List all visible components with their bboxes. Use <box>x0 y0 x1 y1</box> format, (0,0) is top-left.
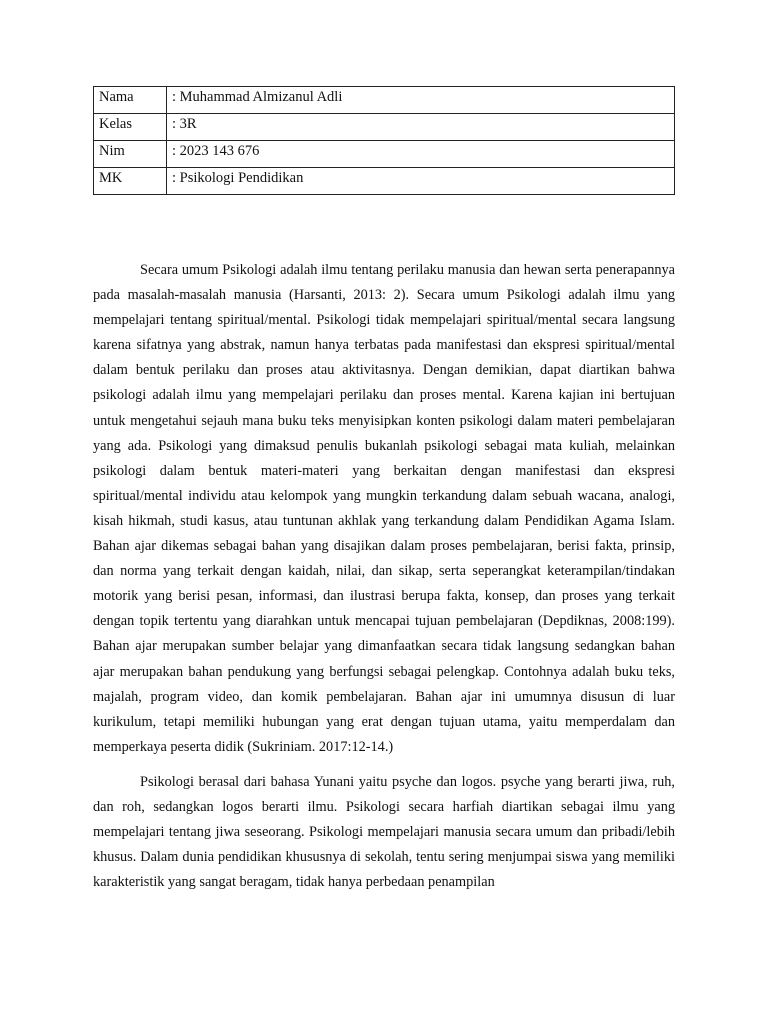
info-label: Nama <box>94 87 167 114</box>
info-label: Nim <box>94 141 167 168</box>
info-label: Kelas <box>94 114 167 141</box>
student-info-table <box>93 86 675 195</box>
document-body <box>93 258 675 905</box>
info-row-course <box>94 168 675 195</box>
paragraph-2: Psikologi berasal dari bahasa Yunani yaitu psyche dan logos. psyche yang berarti jiwa, ruh, dan roh, sedangkan logos berarti ilmu. Psikologi secara harfiah diartikan sebagai ilmu yang mempelajari tentang jiwa seseorang. Psikologi mempelajari manusia secara umum dan pribadi/lebih khusus. Dalam dunia pendidikan khususnya di sekolah, tentu sering menjumpai siswa yang memiliki karakteristik yang sangat beragam, tidak hanya perbedaan penampilan <box>93 773 675 891</box>
info-row-class <box>94 114 675 141</box>
info-row-nim <box>94 141 675 168</box>
info-value: : 3R <box>167 114 675 141</box>
info-label: MK <box>94 168 167 195</box>
info-value: : Psikologi Pendidikan <box>167 168 675 195</box>
info-value: : 2023 143 676 <box>167 141 675 168</box>
paragraph-1: Secara umum Psikologi adalah ilmu tentang perilaku manusia dan hewan serta penerapannya pada masalah-masalah manusia (Harsanti, 2013: 2). Secara umum Psikologi adalah ilmu yang mempelajari tentang spiritual/mental. Psikologi tidak mempelajari spiritual/mental secara langsung karena sifatnya yang abstrak, namun hanya terbatas pada manifestasi dan ekspresi spiritual/mental dalam bentuk perilaku dan proses atau aktivitasnya. Dengan demikian, dapat diartikan bahwa psikologi adalah ilmu yang mempelajari perilaku dan proses mental. Karena kajian ini bertujuan untuk mengetahui sejauh mana buku teks menyisipkan konten psikologi dalam materi pembelajaran yang ada. Psikologi yang dimaksud penulis bukanlah psikologi sebagai mata kuliah, melainkan psikologi dalam bentuk materi-materi yang berkaitan dengan manifestasi dan ekspresi spiritual/mental individu atau kelompok yang mungkin terkandung dalam sebuah wacana, analogi, kisah hikmah, studi kasus, atau tuntunan akhlak yang terkandung dalam Pendidikan Agama Islam. Bahan ajar dikemas sebagai bahan yang disajikan dalam proses pembelajaran, berisi fakta, prinsip, dan norma yang terkait dengan kaidah, nilai, dan sikap, serta seperangkat keterampilan/tindakan motorik yang berisi pesan, informasi, dan ilustrasi berupa fakta, konsep, dan proses yang terkait dengan topik tertentu yang diarahkan untuk mencapai tujuan pembelajaran (Depdiknas, 2008:199). Bahan ajar merupakan sumber belajar yang dimanfaatkan secara tidak langsung sedangkan bahan ajar merupakan bahan pendukung yang berfungsi sebagai pelengkap. Contohnya adalah buku teks, majalah, program video, dan komik pembelajaran. Bahan ajar ini umumnya disusun di luar kurikulum, tetapi memiliki hubungan yang erat dengan tujuan utama, yaitu memperdalam dan memperkaya peserta didik (Sukriniam. 2017:12-14.) <box>93 262 675 755</box>
info-value: : Muhammad Almizanul Adli <box>167 87 675 114</box>
info-row-name <box>94 87 675 114</box>
